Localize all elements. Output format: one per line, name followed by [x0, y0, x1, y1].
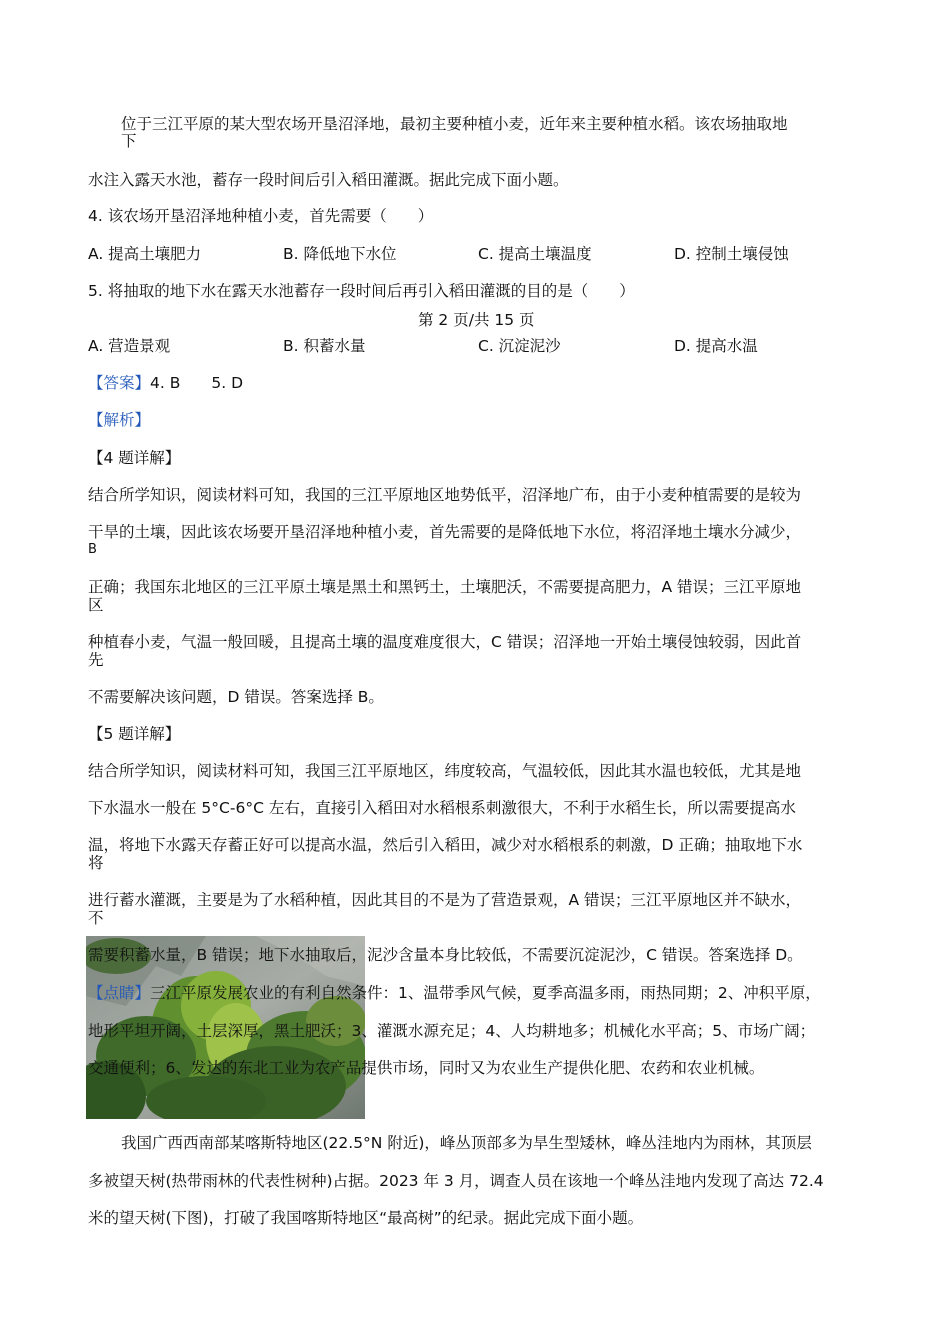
intro-line-1-wrap: 下	[121, 132, 137, 150]
detail-4-line-6: 种植春小麦，气温一般回暖，且提高土壤的温度难度很大，C 错误；沼泽地一开始土壤侵蚀较弱，因此首	[88, 633, 802, 651]
q5-option-b: B. 积蓄水量	[283, 337, 366, 355]
detail-4-line-1: 结合所学知识，阅读材料可知，我国的三江平原地区地势低平，沼泽地广布，由于小麦种植需要的是较为	[88, 486, 802, 504]
page-number: 第 2 页/共 15 页	[418, 311, 535, 329]
q4-option-c: C. 提高土壤温度	[478, 245, 592, 263]
analysis-label: 【解析】	[88, 411, 151, 429]
q4-option-a: A. 提高土壤肥力	[88, 245, 202, 263]
detail-5-line-2: 下水温水一般在 5°C-6°C 左右，直接引入稻田对水稻根系刺激很大，不利于水稻生长，所以需要提高水	[88, 799, 796, 817]
question-5-stem: 5. 将抽取的地下水在露天水池蓄存一段时间后再引入稻田灌溉的目的是（ ）	[88, 282, 635, 300]
detail-4-line-7: 先	[88, 651, 104, 669]
detail-4-line-3: B	[88, 542, 97, 557]
detail-5-line-5: 进行蓄水灌溉，主要是为了水稻种植，因此其目的不是为了营造景观，A 错误；三江平原地区并不缺水，	[88, 891, 802, 909]
tip-line-1	[88, 984, 821, 1002]
detail-5-heading: 【5 题详解】	[88, 725, 181, 743]
intro-line-2: 水注入露天水池，蓄存一段时间后引入稻田灌溉。据此完成下面小题。	[88, 171, 569, 189]
detail-4-line-5: 区	[88, 596, 104, 614]
question-4-stem: 4. 该农场开垦沼泽地种植小麦，首先需要（ ）	[88, 207, 434, 225]
detail-4-heading: 【4 题详解】	[88, 449, 181, 467]
detail-4-line-4: 正确；我国东北地区的三江平原土壤是黑土和黑钙土，土壤肥沃，不需要提高肥力，A 错误；三江平原地	[88, 578, 802, 596]
intro-line-1: 位于三江平原的某大型农场开垦沼泽地，最初主要种植小麦，近年来主要种植水稻。该农场抽取地	[121, 115, 788, 133]
answer-text: 4. B 5. D	[150, 374, 244, 392]
detail-5-line-3: 温，将地下水露天存蓄正好可以提高水温，然后引入稻田，减少对水稻根系的刺激，D 正确；抽取地下水	[88, 836, 803, 854]
detail-5-line-7: 需要积蓄水量，B 错误；地下水抽取后，泥沙含量本身比较低，不需要沉淀泥沙，C 错误。答案选择 D。	[88, 946, 803, 964]
detail-5-line-4: 将	[88, 854, 104, 872]
detail-5-line-6: 不	[88, 909, 104, 927]
tip-line-2: 地形平坦开阔，土层深厚，黑土肥沃；3、灌溉水源充足；4、人均耕地多；机械化水平高；5、市场广阔；	[88, 1022, 816, 1040]
q4-option-d: D. 控制土壤侵蚀	[674, 245, 789, 263]
q5-option-a: A. 营造景观	[88, 337, 171, 355]
passage-2-line-1: 我国广西西南部某喀斯特地区(22.5°N 附近)，峰丛顶部多为旱生型矮林，峰丛洼地内为雨林，其顶层	[121, 1134, 812, 1152]
detail-4-line-2: 干旱的土壤，因此该农场要开垦沼泽地种植小麦，首先需要的是降低地下水位，将沼泽地土壤水分减少，	[88, 523, 802, 541]
answer-label: 【答案】	[88, 374, 151, 392]
detail-5-line-1: 结合所学知识，阅读材料可知，我国三江平原地区，纬度较高，气温较低，因此其水温也较低，尤其是地	[88, 762, 802, 780]
detail-4-line-8: 不需要解决该问题，D 错误。答案选择 B。	[88, 688, 384, 706]
answer-line	[88, 374, 243, 392]
passage-2-line-3: 米的望天树(下图)，打破了我国喀斯特地区“最高树”的纪录。据此完成下面小题。	[88, 1209, 644, 1227]
tip-text-1: 三江平原发展农业的有利自然条件：1、温带季风气候，夏季高温多雨，雨热同期；2、冲积平原，	[150, 984, 821, 1002]
passage-2-line-2: 多被望天树(热带雨林的代表性树种)占据。2023 年 3 月，调查人员在该地一个峰丛洼地内发现了高达 72.4	[88, 1172, 824, 1190]
tip-label: 【点睛】	[88, 984, 151, 1002]
q4-option-b: B. 降低地下水位	[283, 245, 397, 263]
q5-option-d: D. 提高水温	[674, 337, 758, 355]
q5-option-c: C. 沉淀泥沙	[478, 337, 561, 355]
tip-line-3: 交通便利；6、发达的东北工业为农产品提供市场，同时又为农业生产提供化肥、农药和农业机械。	[88, 1059, 765, 1077]
